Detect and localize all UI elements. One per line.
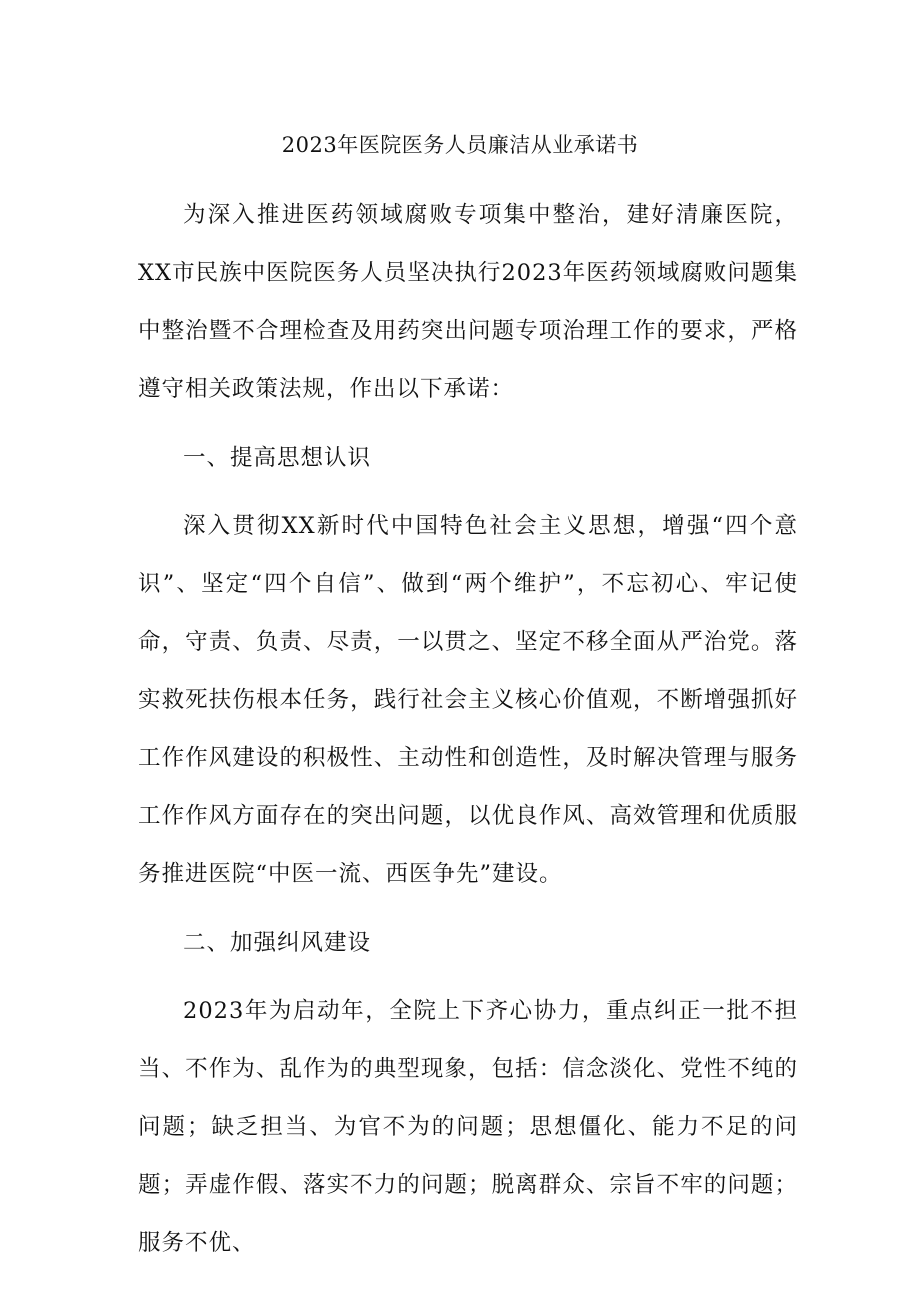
section-heading-1: 一、提高思想认识 <box>183 445 372 471</box>
intro-paragraph: 为深入推进医药领域腐败专项集中整治，建好清廉医院，XX市民族中医院医务人员坚决执行2023年医药领域腐败问题集中整治暨不合理检查及用药突出问题专项治理工作的要求，严格遵守相关政策法规，作出以下承诺： <box>138 202 798 402</box>
document-body <box>138 186 798 1283</box>
document-title: 2023年医院医务人员廉洁从业承诺书 <box>281 133 639 157</box>
section-paragraph-2: 2023年为启动年，全院上下齐心协力，重点纠正一批不担当、不作为、乱作为的典型现象，包括：信念淡化、党性不纯的问题；缺乏担当、为官不为的问题；思想僵化、能力不足的问题；弄虚作假、落实不力的问题；脱离群众、宗旨不牢的问题；服务不优、 <box>138 998 798 1256</box>
section-heading-2: 二、加强纠风建设 <box>183 930 372 956</box>
section-paragraph-1: 深入贯彻XX新时代中国特色社会主义思想，增强“四个意识”、坚定“四个自信”、做到“两个维护”，不忘初心、牢记使命，守责、负责、尽责，一以贯之、坚定不移全面从严治党。落实救死扶伤根本任务，践行社会主义核心价值观，不断增强抓好工作作风建设的积极性、主动性和创造性，及时解决管理与服务工作作风方面存在的突出问题，以优良作风、高效管理和优质服务推进医院“中医一流、西医争先”建设。 <box>138 513 798 887</box>
